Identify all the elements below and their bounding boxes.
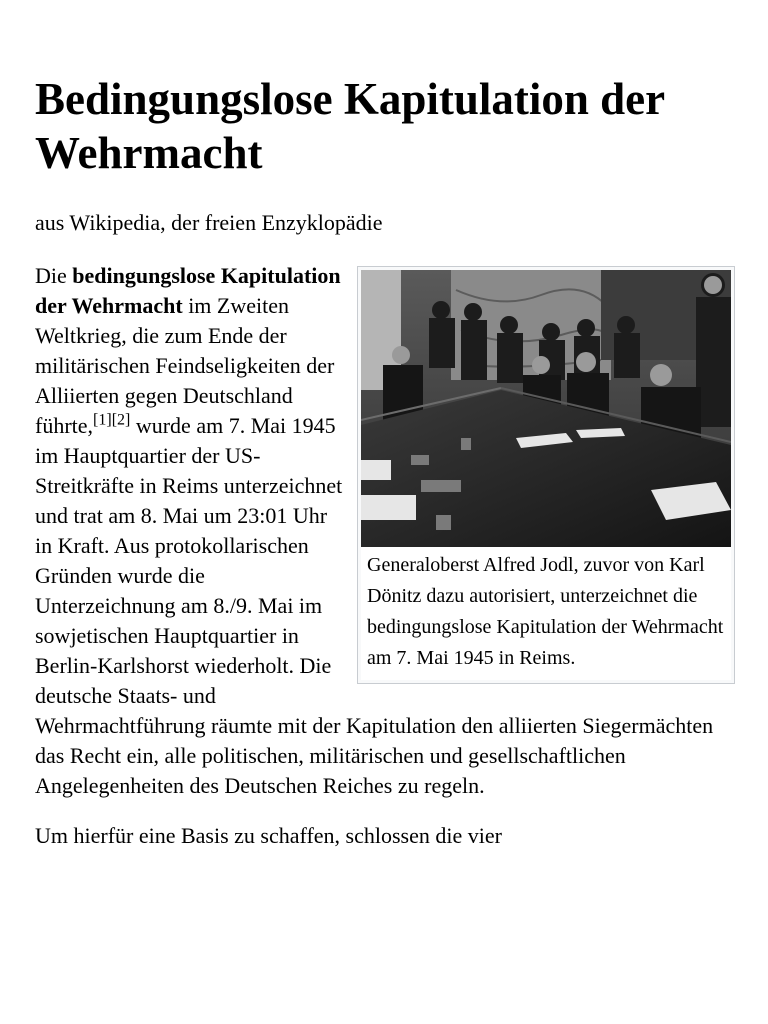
footnote-refs-link[interactable]: [1][2] [93,411,131,429]
article-body [35,261,735,851]
second-paragraph: Um hierfür eine Basis zu schaffen, schlossen die vier [35,823,502,848]
photo-figure [357,266,735,684]
intro-text-part1: im Zweiten Weltkrieg, die zum Ende der militärischen Feindseligkeiten der Alliierten gegen Deutschland führte, [35,293,335,438]
intro-bold-term: bedingungslose Kapitulation der Wehrmacht [35,263,341,318]
intro-text-part2: wurde am 7. Mai 1945 im Hauptquartier der US-Streitkräfte in Reims unterzeichnet und trat am 8. Mai um 23:01 Uhr in Kraft. Aus protokollarischen Gründen wurde die Unterzeichnung am 8./9. Mai im sowjetischen Hauptquartier in Berlin-Karlshorst wiederholt. Die deutsche Staats- und Wehrmachtführung räumte mit der Kapitulation den alliierten Siegermächten das Recht ein, alle politischen, militärischen und gesellschaftlichen Angelegenheiten des Deutschen Reiches zu regeln. [35,413,714,798]
page-title: Bedingungslose Kapitulation der Wehrmacht [35,74,665,178]
photo-caption: Generaloberst Alfred Jodl, zuvor von Karl Dönitz dazu autorisiert, unterzeichnet die bedingungslose Kapitulation der Wehrmacht am 7. Mai 1945 in Reims. [361,547,731,680]
article-page [35,0,735,851]
surrender-signing-photo[interactable] [361,270,731,547]
intro-lead: Die [35,263,73,288]
page-subtitle: aus Wikipedia, der freien Enzyklopädie [35,210,383,235]
